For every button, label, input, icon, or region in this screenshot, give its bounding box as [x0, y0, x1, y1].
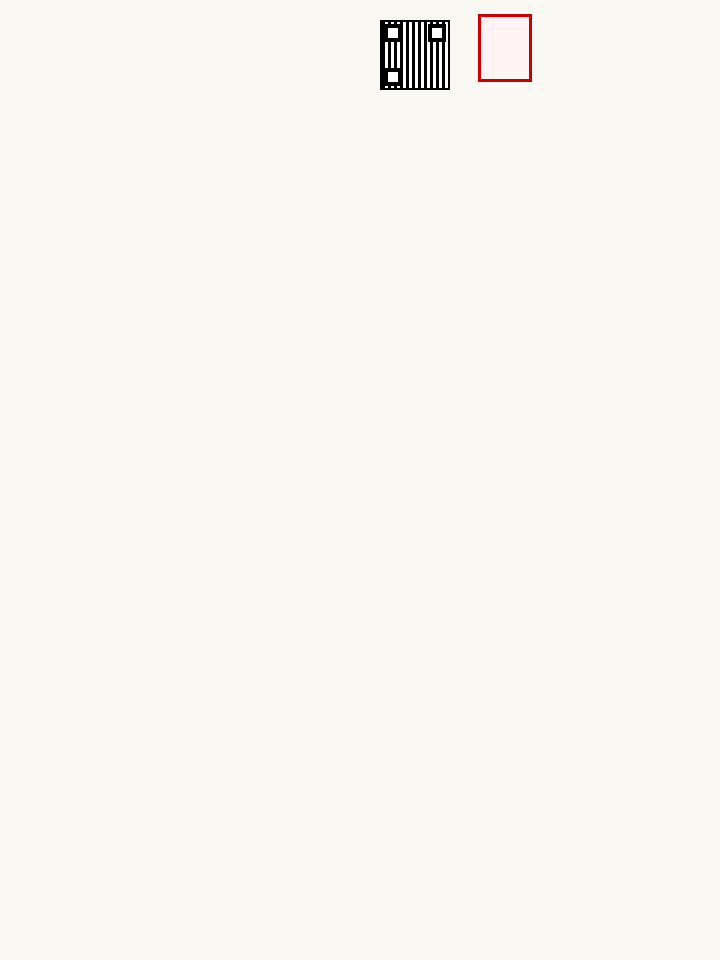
qr-code-icon[interactable] [380, 20, 450, 90]
seal-icon [478, 14, 532, 82]
year-grid [4, 590, 716, 954]
